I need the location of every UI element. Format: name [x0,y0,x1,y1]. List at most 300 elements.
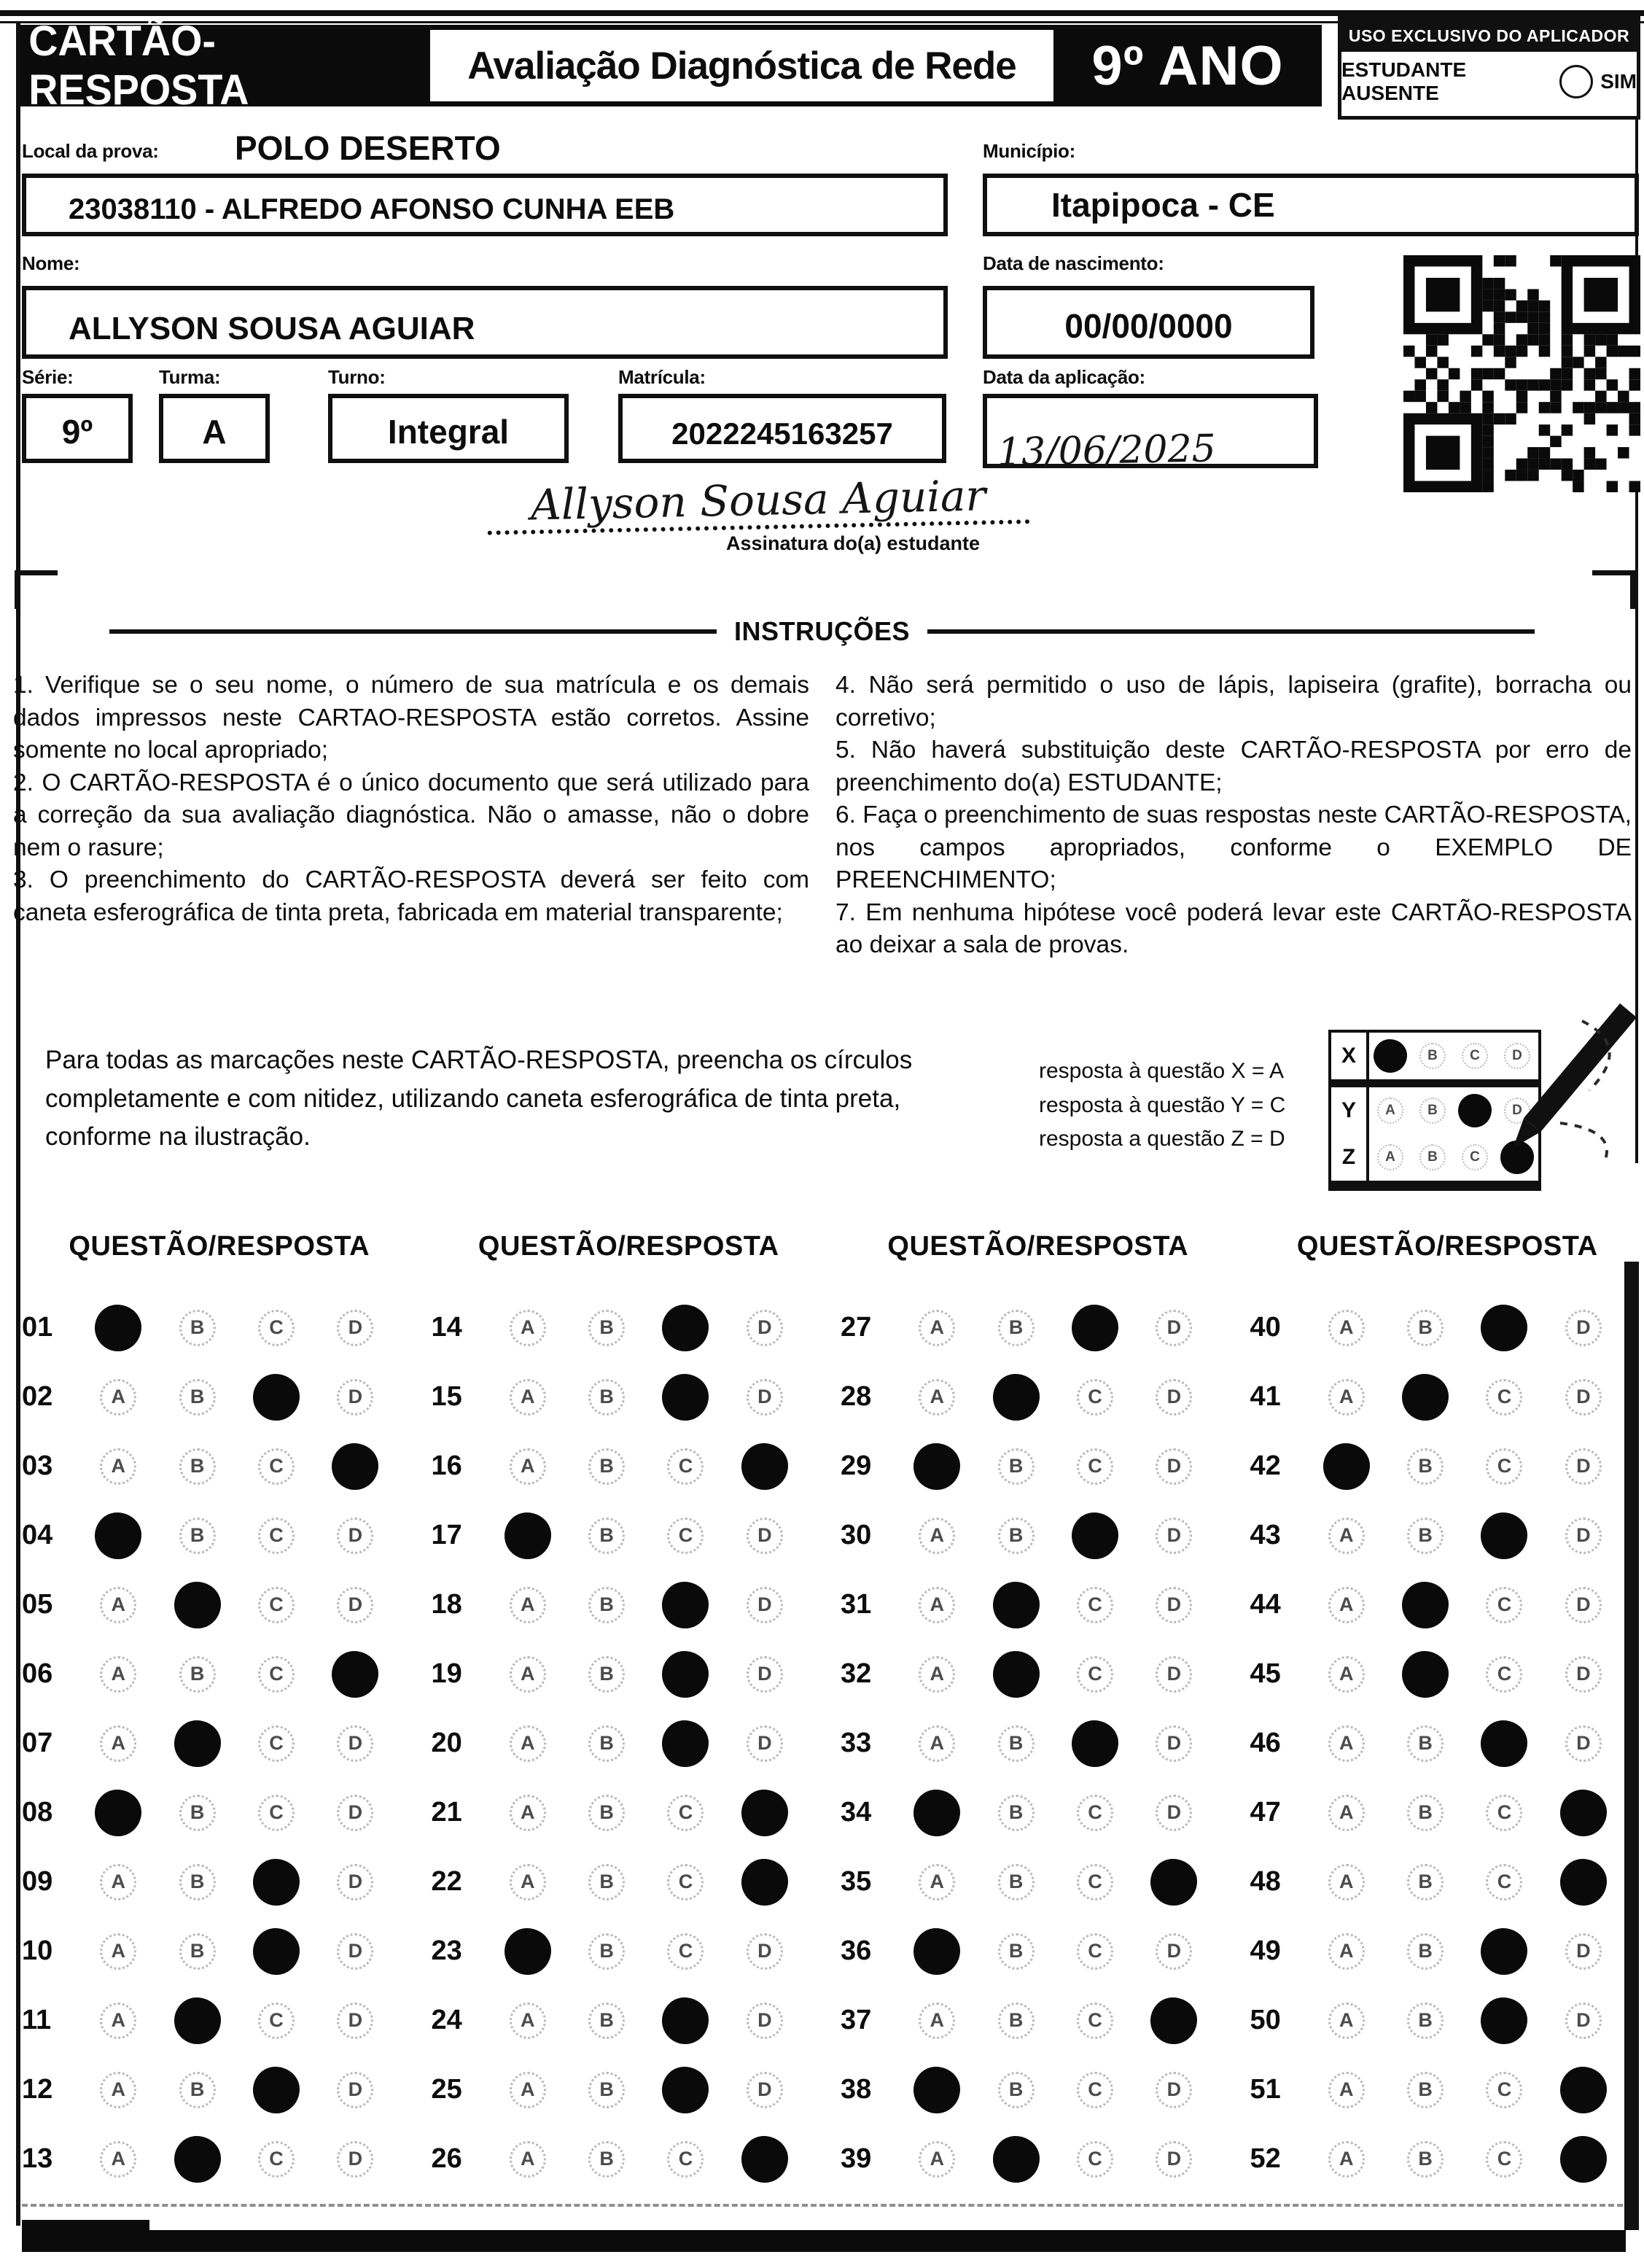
answer-bubble-marked [1072,1512,1118,1559]
answer-bubble-marked [253,1928,300,1975]
answer-bubble: C [1486,1379,1522,1415]
answer-bubble: A [919,2141,955,2178]
question-number: 48 [1250,1866,1281,1897]
question-row [22,1709,395,1778]
answer-bubble: B [998,1795,1035,1831]
answer-bubble: B [1407,2072,1444,2108]
answer-bubble: C [667,1518,704,1554]
question-number: 17 [431,1520,462,1550]
answer-bubble: C [1077,1864,1113,1900]
answer-bubble: D [747,2072,783,2108]
answer-bubble: D [1565,1379,1602,1415]
answer-bubble-marked [993,1651,1040,1698]
bottom-dashed-line [22,2204,1623,2207]
exam-title: Avaliação Diagnóstica de Rede [467,44,1016,88]
card-title: CARTÃO-RESPOSTA [28,18,249,114]
answer-bubble: B [179,1448,216,1485]
answer-bubble: A [1328,1656,1365,1693]
local-label: Local da prova: [22,140,159,162]
answer-bubble: D [337,1933,373,1970]
nome-box [22,286,948,359]
answer-bubble: D [1565,1656,1602,1693]
answer-bubble-marked [505,1928,551,1975]
applicator-box [1338,16,1640,120]
nome-value: ALLYSON SOUSA AGUIAR [69,311,475,346]
answer-bubble-marked [1402,1582,1449,1628]
answer-bubble-marked [1560,2067,1607,2113]
question-number: 41 [1250,1381,1281,1412]
answer-bubble: B [998,1725,1035,1762]
answer-bubble: D [1565,1587,1602,1623]
question-row [841,1362,1214,1432]
answer-bubble: B [1419,1144,1446,1170]
answer-bubble: B [1407,1795,1444,1831]
answer-bubble: A [100,1379,136,1415]
answer-bubble: B [588,1518,625,1554]
turno-label: Turno: [328,366,386,388]
example-legend-y: resposta à questão Y = C [1039,1092,1286,1117]
answer-bubble: C [1077,1656,1113,1693]
student-signature-handwriting: Allyson Sousa Aguiar [486,470,1030,535]
answer-bubble: D [1156,1518,1192,1554]
question-row [22,1570,395,1639]
instruction-item-4: 4. Não será permitido o uso de lápis, lapiseira (grafite), borracha ou corretivo; [835,672,1632,731]
answer-bubble-marked [1402,1374,1449,1421]
question-number: 21 [431,1797,462,1828]
instruction-item-7: 7. Em nenhuma hipótese você poderá levar este CARTÃO-RESPOSTA ao deixar a sala de provas. [835,898,1632,959]
answer-bubble-marked [1402,1651,1449,1698]
question-row [432,1847,805,1916]
column-header: QUESTÃO/RESPOSTA [1296,1231,1598,1262]
answer-bubble-marked [332,1443,378,1490]
question-number: 38 [841,2074,872,2105]
answer-bubble: A [919,1518,955,1554]
answer-bubble: A [1328,1379,1365,1415]
answer-bubble-marked [174,1582,221,1628]
header [20,18,1322,114]
example-row-label: Y [1331,1087,1369,1134]
question-number: 22 [431,1866,462,1897]
answer-bubble: A [1328,1795,1365,1831]
column-header: QUESTÃO/RESPOSTA [887,1231,1189,1262]
answer-bubble-marked [1072,1305,1118,1351]
question-row [1250,1847,1624,1916]
question-row [22,1293,395,1362]
question-number: 36 [841,1935,872,1966]
answer-bubble: A [100,2003,136,2039]
question-number: 25 [431,2074,462,2105]
question-row [432,1639,805,1709]
instruction-item-3: 3. O preenchimento do CARTÃO-RESPOSTA deverá ser feito com caneta esferográfica de tinta preta, fabricada em material transparente; [13,866,809,926]
answer-bubble: A [510,1725,546,1762]
answer-bubble-marked [741,1859,788,1906]
answer-bubble: C [1462,1144,1488,1170]
example-row-label: Z [1331,1134,1369,1181]
answer-bubble: A [510,1448,546,1485]
question-number: 11 [22,2005,52,2035]
instruction-item-6: 6. Faça o preenchimento de suas respostas neste CARTÃO-RESPOSTA, nos campos apropriados, conforme o EXEMPLO DE PREENCHIMENTO; [835,801,1632,894]
answer-bubble: A [1328,2072,1365,2108]
question-number: 14 [431,1312,462,1343]
question-number: 37 [841,2005,872,2035]
answer-bubble-marked [662,2067,709,2113]
answer-bubble: A [510,2072,546,2108]
answer-bubble: D [337,1864,373,1900]
answer-bubble: D [1565,1933,1602,1970]
question-row [841,1570,1214,1639]
answer-bubble: C [667,2141,704,2178]
answer-bubble: C [258,1587,295,1623]
answer-bubble-marked [174,1997,221,2044]
answer-bubble: C [1486,2072,1522,2108]
answer-bubble: C [258,2003,295,2039]
question-number: 13 [22,2143,53,2174]
example-row-label: X [1331,1033,1369,1079]
question-number: 35 [841,1866,872,1897]
answer-bubble: C [1486,1448,1522,1485]
aplicacao-handwritten-date: 13/06/2025 [997,427,1217,475]
answer-bubble: C [258,1448,295,1485]
question-number: 09 [22,1866,53,1897]
rule-right [927,629,1535,634]
answer-bubble: B [179,1864,216,1900]
answer-bubble: C [667,1795,704,1831]
answer-bubble-marked [913,2067,960,2113]
answer-bubble: C [258,1518,295,1554]
question-row [432,1709,805,1778]
question-row [1250,1432,1624,1501]
answer-bubble: D [1156,1933,1192,1970]
question-number: 30 [841,1520,872,1550]
answer-bubble: A [510,2003,546,2039]
answer-bubble: D [337,2141,373,2178]
answer-bubble: B [1407,2141,1444,2178]
example-legend-z: resposta a questão Z = D [1039,1127,1285,1151]
answer-bubble-marked [505,1512,551,1559]
answer-bubble: A [100,1448,136,1485]
answer-column-1 [22,1231,395,2194]
question-row [432,1362,805,1432]
question-row [1250,1778,1624,1847]
answer-bubble: B [998,1933,1035,1970]
answer-bubble-marked [662,1374,709,1421]
answer-bubble: B [1407,1310,1444,1346]
answer-bubble-marked [741,1790,788,1836]
answer-bubble-marked [95,1512,141,1559]
answer-bubble: D [747,1379,783,1415]
question-number: 26 [431,2143,462,2174]
question-number: 45 [1250,1658,1281,1689]
aplicacao-label: Data da aplicação: [983,366,1145,388]
answer-bubble: B [1407,1864,1444,1900]
answer-bubble-marked [741,2136,788,2183]
answer-bubble-marked [1560,1790,1607,1836]
answer-bubble: D [337,1518,373,1554]
nascimento-value: 00/00/0000 [1064,307,1233,345]
matricula-value: 2022245163257 [671,416,893,451]
question-row [1250,1916,1624,1986]
answer-bubble: D [747,1518,783,1554]
answer-bubble: D [337,2072,373,2108]
answer-bubble: D [337,1310,373,1346]
answer-bubble: B [179,1656,216,1693]
answer-column-4 [1250,1231,1624,2194]
question-number: 19 [431,1658,462,1689]
answer-bubble: A [919,1587,955,1623]
answer-bubble-marked [174,2136,221,2183]
aplicacao-box [983,394,1318,475]
absent-circle [1559,65,1593,98]
answer-bubble: A [100,1587,136,1623]
answer-bubble: A [1328,1518,1365,1554]
answer-bubble: D [337,1795,373,1831]
answer-rows [841,1293,1214,2194]
answer-bubble: C [1486,1795,1522,1831]
example-legend [1039,1055,1285,1157]
question-number: 44 [1250,1589,1281,1620]
grade-label: 9º ANO [1091,34,1284,97]
question-row [841,1709,1214,1778]
turno-box [328,394,569,463]
question-number: 32 [841,1658,872,1689]
school-box [22,174,948,236]
answer-bubble: C [1462,1043,1488,1069]
answer-bubble: A [510,1379,546,1415]
answer-bubble: B [1407,1725,1444,1762]
answer-bubble-marked [95,1790,141,1836]
answer-bubble: A [919,1310,955,1346]
question-row [432,1986,805,2055]
answer-bubble: B [1407,1933,1444,1970]
question-row [1250,1570,1624,1639]
answer-bubble: D [747,2003,783,2039]
question-row [432,1570,805,1639]
answer-rows [432,1293,805,2194]
question-number: 39 [841,2143,872,2174]
question-row [841,1916,1214,1986]
answer-bubble: D [337,1587,373,1623]
answer-grid [22,1231,1623,2194]
question-number: 42 [1250,1450,1281,1481]
answer-bubble: B [179,2072,216,2108]
answer-bubble: B [998,1310,1035,1346]
question-number: 34 [841,1797,872,1828]
answer-bubble: A [100,1933,136,1970]
question-row [1250,1986,1624,2055]
answer-bubble: D [1156,1448,1192,1485]
nome-label: Nome: [22,252,80,274]
answer-bubble: D [1156,1656,1192,1693]
answer-bubble: C [258,1725,295,1762]
question-row [841,1639,1214,1709]
question-row [22,2124,395,2194]
answer-bubble: D [1565,1518,1602,1554]
question-row [1250,1709,1624,1778]
answer-bubble: B [588,2141,625,2178]
question-row [841,1847,1214,1916]
question-row [841,1432,1214,1501]
instruction-item-2: 2. O CARTÃO-RESPOSTA é o único documento que será utilizado para a correção da sua avaliação diagnóstica. Não o amasse, não o dobre nem o rasure; [13,769,809,861]
question-row [22,1639,395,1709]
answer-bubble: C [258,2141,295,2178]
answer-bubble: B [588,1448,625,1485]
question-number: 23 [431,1935,462,1966]
question-number: 06 [22,1658,53,1689]
question-number: 33 [841,1728,872,1758]
answer-bubble-marked [332,1651,378,1698]
question-row [841,1778,1214,1847]
answer-bubble: C [1077,2003,1113,2039]
answer-bubble-marked [741,1443,788,1490]
question-number: 27 [841,1312,872,1343]
question-row [432,1501,805,1570]
registration-mark-right [1592,570,1635,609]
applicator-title: USO EXCLUSIVO DO APLICADOR [1341,20,1637,52]
question-number: 47 [1250,1797,1281,1828]
answer-bubble-marked [253,1859,300,1906]
question-row [22,1986,395,2055]
question-number: 02 [22,1381,53,1412]
answer-bubble: B [179,1379,216,1415]
answer-bubble: A [100,2072,136,2108]
answer-bubble: D [1504,1098,1530,1124]
question-number: 04 [22,1520,53,1550]
left-border [16,22,20,2226]
answer-bubble: D [1565,1310,1602,1346]
question-row [432,1432,805,1501]
answer-bubble-marked [913,1443,960,1490]
qr-code [1403,255,1640,492]
answer-bubble: A [510,1310,546,1346]
answer-bubble-marked [662,1997,709,2044]
answer-bubble: B [1419,1043,1446,1069]
answer-rows [22,1293,395,2194]
question-number: 51 [1250,2074,1281,2105]
question-number: 24 [431,2005,462,2035]
answer-bubble: D [747,1933,783,1970]
answer-bubble-marked [993,1374,1040,1421]
turma-value: A [202,413,227,451]
instruction-item-5: 5. Não haverá substituição deste CARTÃO-RESPOSTA por erro de preenchimento do(a) ESTUDANTE; [835,737,1632,796]
answer-bubble: C [258,1656,295,1693]
answer-bubble: B [179,1933,216,1970]
question-row [1250,2124,1624,2194]
question-number: 07 [22,1728,53,1758]
answer-bubble-marked [1481,1720,1527,1767]
answer-bubble: D [747,1587,783,1623]
nascimento-label: Data de nascimento: [983,252,1164,274]
answer-bubble-marked [1150,1859,1197,1906]
answer-bubble: D [747,1725,783,1762]
answer-bubble: D [1156,1310,1192,1346]
question-number: 12 [22,2074,53,2105]
question-number: 50 [1250,2005,1281,2035]
answer-bubble: D [337,2003,373,2039]
question-number: 52 [1250,2143,1281,2174]
answer-bubble: A [919,1379,955,1415]
answer-bubble: C [1077,1587,1113,1623]
answer-bubble-marked [1481,1928,1527,1975]
answer-bubble: D [1156,2141,1192,2178]
answer-bubble: B [588,1379,625,1415]
question-number: 43 [1250,1520,1281,1550]
example-text: Para todas as marcações neste CARTÃO-RESPOSTA, preencha os círculos completamente e com nitidez, utilizando caneta esferográfica de tinta preta, conforme na ilustração. [45,1046,913,1151]
answer-bubble: A [1328,1587,1365,1623]
exam-title-box [430,30,1053,101]
answer-bubble: D [1565,1448,1602,1485]
serie-box [22,394,133,463]
question-number: 29 [841,1450,872,1481]
answer-bubble: A [919,1725,955,1762]
answer-bubble: A [100,1656,136,1693]
answer-bubble-marked [913,1790,960,1836]
signature-label: Assinatura do(a) estudante [725,532,981,554]
pencil-icon [1473,977,1644,1189]
answer-bubble-marked [913,1928,960,1975]
answer-bubble: C [258,1795,295,1831]
answer-bubble: A [919,1864,955,1900]
answer-bubble: B [179,1795,216,1831]
signature-block [445,470,1072,555]
answer-bubble: A [510,1795,546,1831]
question-row [841,1986,1214,2055]
answer-bubble-marked [1481,1997,1527,2044]
answer-column-2 [432,1231,805,2194]
question-row [432,2124,805,2194]
answer-bubble: B [588,1587,625,1623]
answer-bubble: D [1565,1725,1602,1762]
answer-bubble: A [1328,1933,1365,1970]
answer-bubble-marked [1481,1305,1527,1351]
answer-bubble: C [1077,1795,1113,1831]
answer-bubble: C [1077,2141,1113,2178]
answer-bubble: B [588,1656,625,1693]
municipio-value: Itapipoca - CE [1051,186,1275,224]
answer-bubble-marked [1150,1997,1197,2044]
answer-bubble: B [998,1518,1035,1554]
answer-bubble: B [1407,1448,1444,1485]
answer-bubble: D [1565,2003,1602,2039]
question-number: 28 [841,1381,872,1412]
local-value: POLO DESERTO [235,129,501,167]
answer-bubble-marked [1481,1512,1527,1559]
municipio-label: Município: [983,140,1075,162]
municipio-box [983,174,1639,236]
answer-bubble: A [510,1864,546,1900]
question-row [22,1432,395,1501]
answer-bubble: A [100,1864,136,1900]
answer-bubble: D [1156,1795,1192,1831]
answer-bubble: B [179,1518,216,1554]
absent-label: ESTUDANTE AUSENTE [1341,58,1467,104]
serie-label: Série: [22,366,74,388]
question-row [1250,2055,1624,2124]
answer-bubble: C [1486,1656,1522,1693]
instructions [13,669,1635,962]
answer-bubble: C [667,1933,704,1970]
question-row [432,2055,805,2124]
answer-bubble: B [588,1933,625,1970]
example-legend-x: resposta à questão X = A [1039,1059,1285,1083]
instructions-title: INSTRUÇÕES [733,616,911,646]
answer-bubble: D [1156,2072,1192,2108]
rule-left [109,629,717,634]
question-row [841,1293,1214,1362]
answer-bubble: A [919,2003,955,2039]
question-number: 31 [841,1589,872,1620]
answer-bubble: B [588,1725,625,1762]
answer-bubble-marked [174,1720,221,1767]
